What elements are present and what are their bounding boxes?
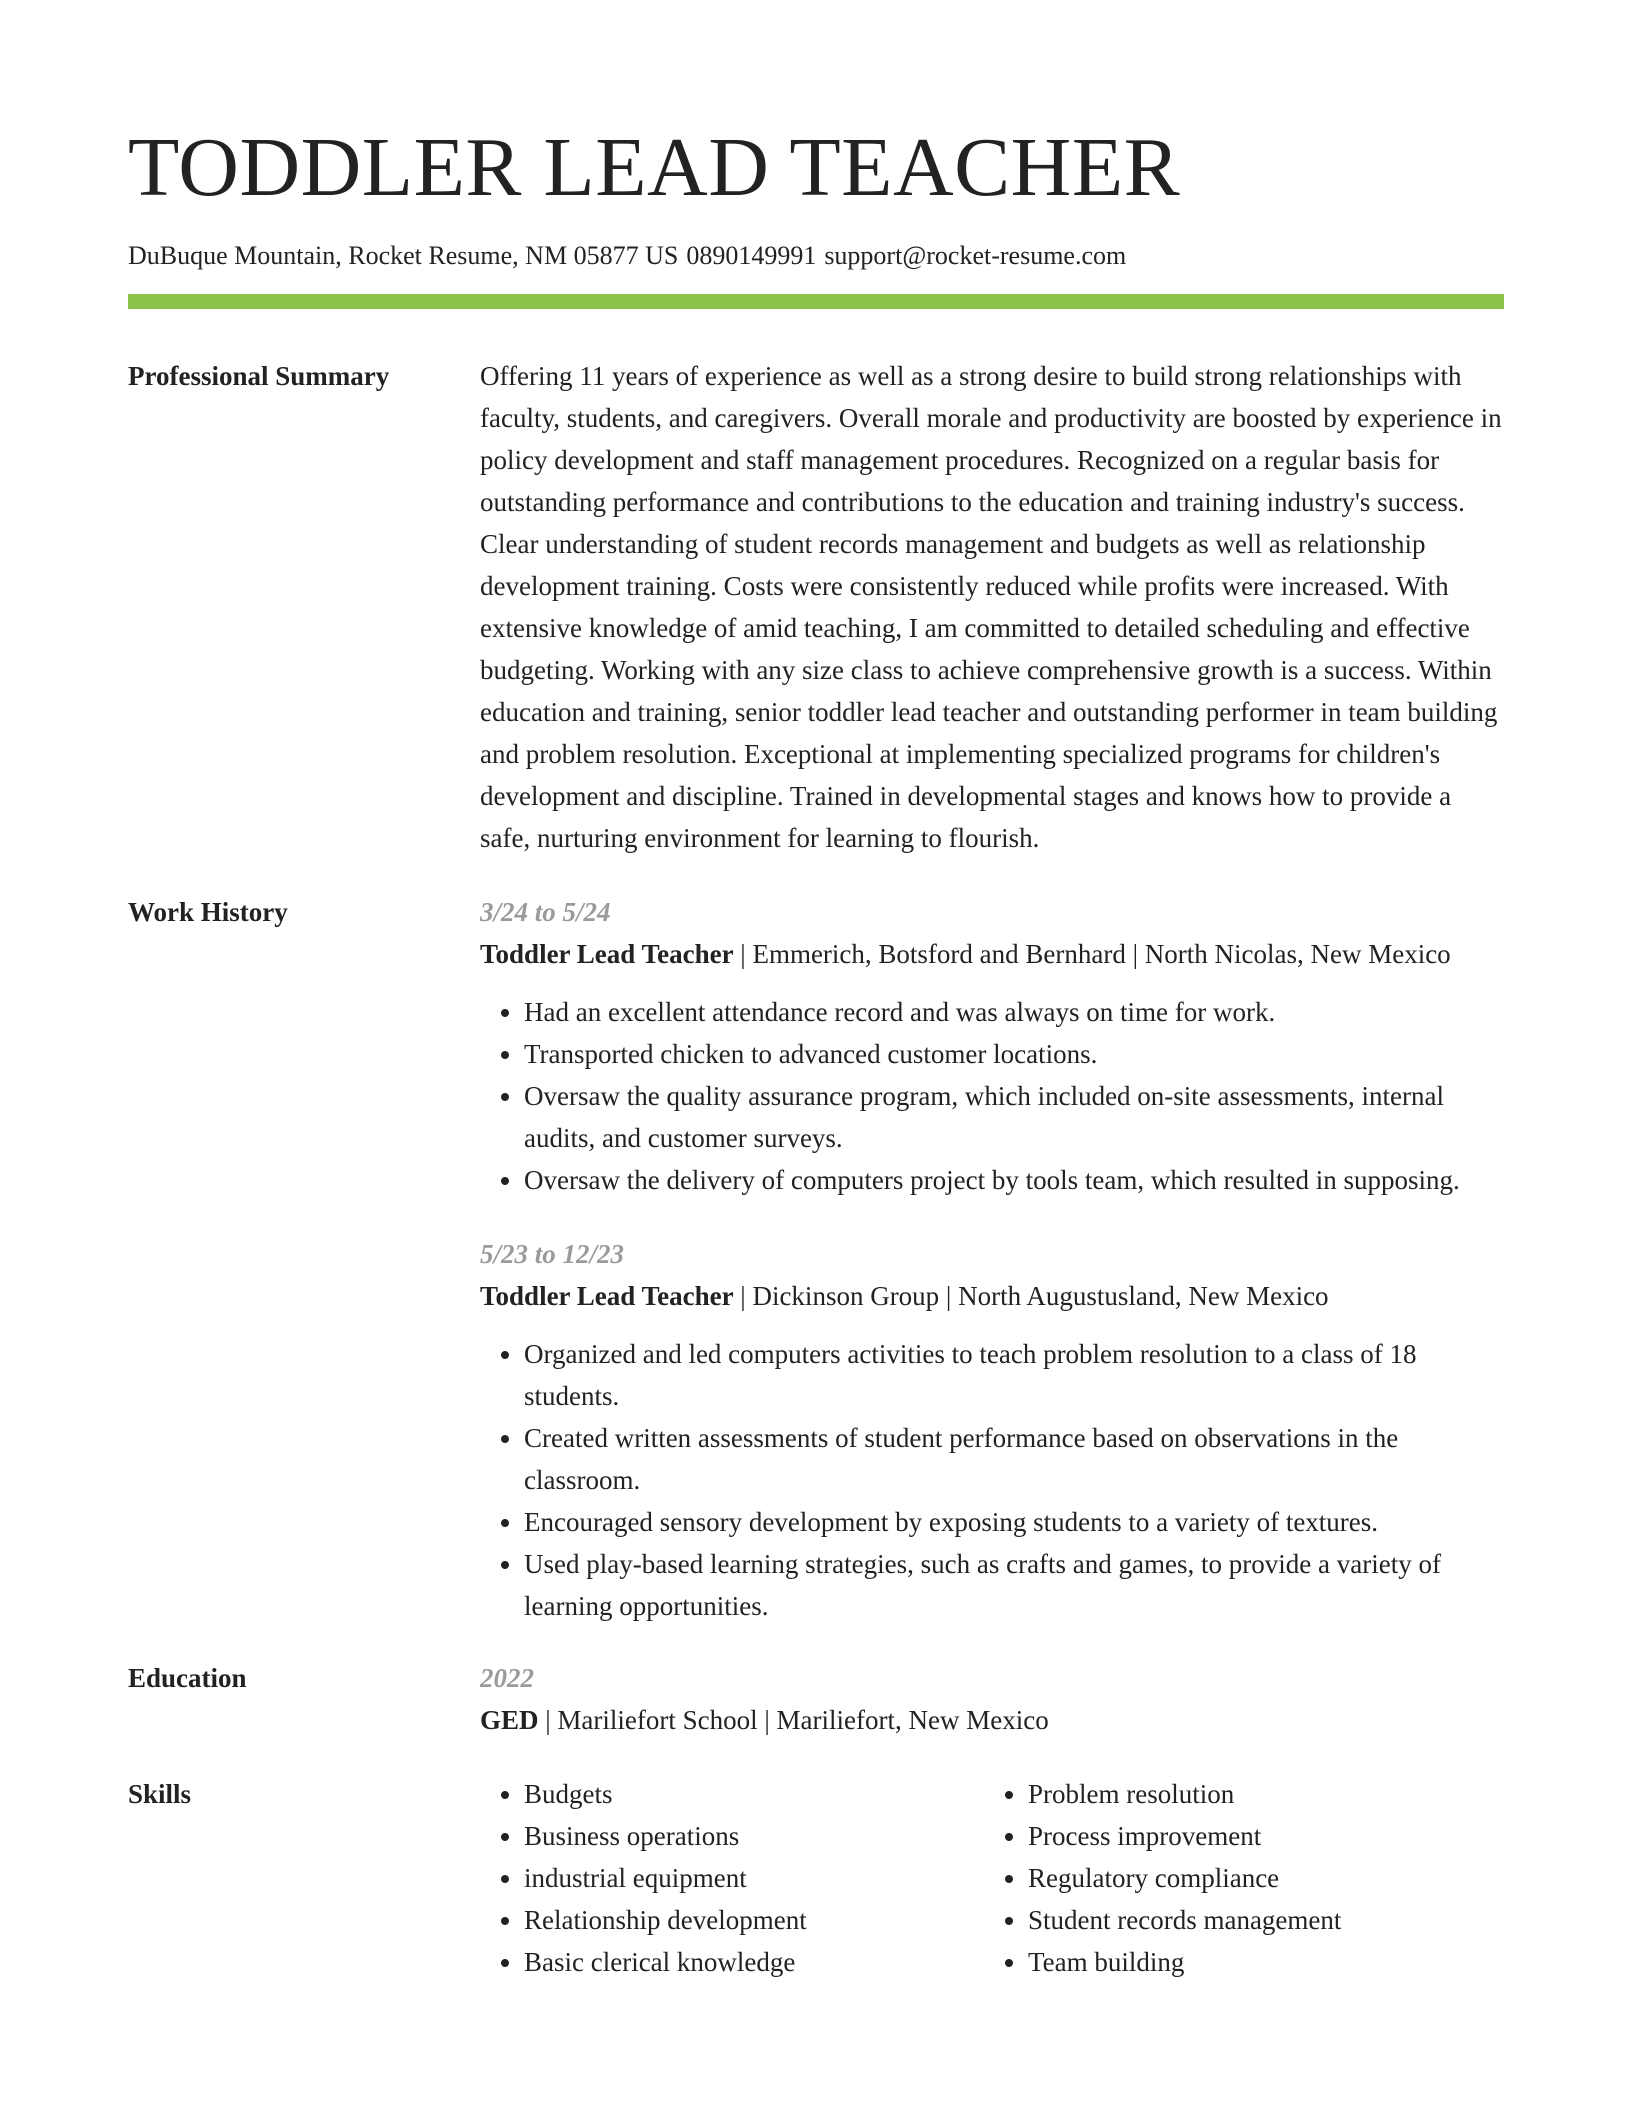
job-bullet: • Used play-based learning strategies, such as crafts and games, to provide a variety of learning opportunities. <box>524 1543 1504 1627</box>
job-title: Toddler Lead Teacher <box>480 1281 734 1311</box>
contact-address: DuBuque Mountain, Rocket Resume, NM 05877 US <box>128 241 679 270</box>
skill-item: • Process improvement <box>1028 1815 1504 1857</box>
skill-item: • industrial equipment <box>524 1857 984 1899</box>
job-details: | Emmerich, Botsford and Bernhard | North Nicolas, New Mexico <box>733 939 1451 969</box>
skills-columns <box>480 1773 1504 1983</box>
work-history-section <box>128 891 1504 1627</box>
skill-item: • Problem resolution <box>1028 1773 1504 1815</box>
job-bullets <box>480 991 1504 1201</box>
resume-page <box>128 118 1504 1983</box>
education-year: 2022 <box>480 1663 534 1693</box>
work-history-body <box>480 891 1504 1627</box>
job-bullet: • Organized and led computers activities to teach problem resolution to a class of 18 students. <box>524 1333 1504 1417</box>
education-body <box>480 1657 1504 1741</box>
job-bullet: • Oversaw the delivery of computers project by tools team, which resulted in supposing. <box>524 1159 1504 1201</box>
job-entry <box>480 891 1504 1201</box>
skills-list-right <box>984 1773 1504 1983</box>
education-section <box>128 1657 1504 1741</box>
skill-item: • Relationship development <box>524 1899 984 1941</box>
job-details: | Dickinson Group | North Augustusland, New Mexico <box>733 1281 1329 1311</box>
contact-email: support@rocket-resume.com <box>824 241 1127 270</box>
skill-item: • Student records management <box>1028 1899 1504 1941</box>
header-divider <box>128 294 1504 309</box>
contact-phone: 0890149991 <box>686 241 817 270</box>
job-title: Toddler Lead Teacher <box>480 939 734 969</box>
skills-body <box>480 1773 1504 1983</box>
summary-heading: Professional Summary <box>128 361 390 391</box>
education-heading: Education <box>128 1663 247 1693</box>
job-entry <box>480 1233 1504 1627</box>
skills-section <box>128 1773 1504 1983</box>
skill-item: • Regulatory compliance <box>1028 1857 1504 1899</box>
job-dates: 5/23 to 12/23 <box>480 1239 625 1269</box>
job-bullet: • Transported chicken to advanced customer locations. <box>524 1033 1504 1075</box>
work-history-heading: Work History <box>128 897 288 927</box>
job-bullet: • Had an excellent attendance record and was always on time for work. <box>524 991 1504 1033</box>
skills-list-left <box>480 1773 984 1983</box>
skills-heading: Skills <box>128 1779 192 1809</box>
contact-line <box>128 240 1504 272</box>
job-bullet: • Oversaw the quality assurance program, which included on-site assessments, internal audits, and customer surveys. <box>524 1075 1504 1159</box>
skill-item: • Basic clerical knowledge <box>524 1941 984 1983</box>
education-line <box>480 1699 1504 1741</box>
education-details: | Mariliefort School | Mariliefort, New Mexico <box>538 1705 1049 1735</box>
candidate-name: TODDLER LEAD TEACHER <box>128 121 1181 214</box>
job-role-line <box>480 1275 1504 1317</box>
job-role-line <box>480 933 1504 975</box>
summary-body <box>480 355 1504 859</box>
skill-item: • Team building <box>1028 1941 1504 1983</box>
job-bullet: • Encouraged sensory development by exposing students to a variety of textures. <box>524 1501 1504 1543</box>
job-bullet: • Created written assessments of student performance based on observations in the classroom. <box>524 1417 1504 1501</box>
education-degree: GED <box>480 1705 539 1735</box>
job-bullets <box>480 1333 1504 1627</box>
skill-item: • Business operations <box>524 1815 984 1857</box>
skill-item: • Budgets <box>524 1773 984 1815</box>
summary-text: Offering 11 years of experience as well as a strong desire to build strong relationships with faculty, students, and caregivers. Overall morale and productivity are boosted by experience in policy development and staff management procedures. Recognized on a regular basis for outstanding performance and contributions to the education and training industry's success. Clear understanding of student records management and budgets as well as relationship development training. Costs were consistently reduced while profits were increased. With extensive knowledge of amid teaching, I am committed to detailed scheduling and effective budgeting. Working with any size class to achieve comprehensive growth is a success. Within education and training, senior toddler lead teacher and outstanding performer in team building and problem resolution. Exceptional at implementing specialized programs for children's development and discipline. Trained in developmental stages and knows how to provide a safe, nurturing environment for learning to flourish. <box>480 361 1502 853</box>
summary-section <box>128 355 1504 859</box>
job-dates: 3/24 to 5/24 <box>480 897 611 927</box>
